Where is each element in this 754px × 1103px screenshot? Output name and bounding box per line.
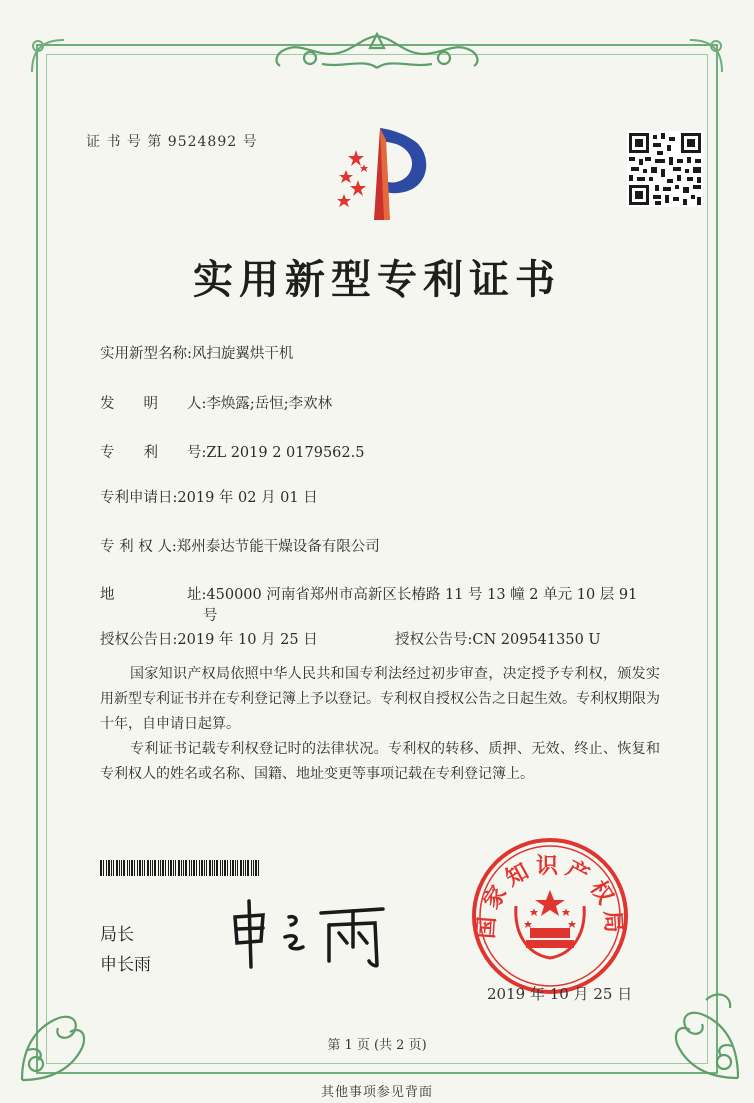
barcode-bar bbox=[251, 860, 252, 876]
barcode-icon bbox=[100, 860, 262, 876]
barcode-bar bbox=[137, 860, 138, 876]
barcode-bar bbox=[162, 860, 164, 876]
barcode-bar bbox=[160, 860, 161, 876]
page-number: 第 1 页 (共 2 页) bbox=[327, 1038, 427, 1053]
field-label: 授权公告号: bbox=[395, 632, 473, 648]
field-label: 专 利 权 人: bbox=[100, 539, 177, 555]
barcode-bar bbox=[150, 860, 151, 876]
field-label: 授权公告日: bbox=[100, 632, 178, 648]
barcode-bar bbox=[111, 860, 112, 876]
barcode-bar bbox=[232, 860, 234, 876]
barcode-bar bbox=[220, 860, 221, 876]
barcode-bar bbox=[222, 860, 223, 876]
barcode-bar bbox=[237, 860, 238, 876]
barcode-bar bbox=[103, 860, 104, 876]
barcode-bar bbox=[121, 860, 122, 876]
barcode-bar bbox=[201, 860, 203, 876]
barcode-bar bbox=[224, 860, 226, 876]
barcode-bar bbox=[139, 860, 141, 876]
barcode-bar bbox=[185, 860, 187, 876]
barcode-bar bbox=[170, 860, 172, 876]
corner-ornament-bottom-right-icon bbox=[646, 980, 746, 1084]
barcode-bar bbox=[214, 860, 215, 876]
grant-announcement-number-field bbox=[395, 628, 601, 649]
seal-date: 2019 年 10 月 25 日 bbox=[487, 985, 633, 1003]
barcode-bar bbox=[253, 860, 254, 876]
corner-ornament-top-right-icon bbox=[686, 36, 726, 76]
barcode-bar bbox=[247, 860, 249, 876]
field-value: 号 bbox=[203, 608, 218, 624]
grant-announcement-date-field bbox=[100, 628, 318, 649]
inventor-field bbox=[100, 392, 332, 413]
director-title: 局长 bbox=[100, 925, 134, 945]
certificate-title: 实用新型专利证书 bbox=[193, 256, 561, 303]
top-ornament-icon bbox=[270, 28, 484, 78]
barcode-bar bbox=[100, 860, 102, 876]
patentee-field bbox=[100, 535, 380, 556]
barcode-bar bbox=[108, 860, 110, 876]
barcode-bar bbox=[154, 860, 156, 876]
barcode-bar bbox=[168, 860, 169, 876]
field-label: 地 址: bbox=[100, 587, 207, 603]
field-value: 郑州泰达节能干燥设备有限公司 bbox=[176, 539, 380, 555]
director-signature-icon bbox=[225, 895, 400, 970]
barcode-bar bbox=[144, 860, 145, 876]
field-value: 2019 年 02 月 01 日 bbox=[177, 490, 318, 506]
barcode-bar bbox=[196, 860, 197, 876]
patent-office-logo-icon bbox=[330, 120, 440, 230]
field-label: 专利申请日: bbox=[100, 490, 178, 506]
certificate-number: 证 书 号 第 9524892 号 bbox=[86, 134, 258, 150]
qr-code-icon bbox=[627, 131, 703, 207]
field-label: 专 利 号: bbox=[100, 445, 207, 461]
barcode-bar bbox=[183, 860, 184, 876]
barcode-bar bbox=[178, 860, 180, 876]
barcode-bar bbox=[134, 860, 135, 876]
barcode-bar bbox=[175, 860, 176, 876]
barcode-bar bbox=[142, 860, 143, 876]
utility-model-name-field bbox=[100, 342, 293, 363]
official-seal-icon bbox=[470, 836, 630, 996]
barcode-bar bbox=[209, 860, 211, 876]
barcode-bar bbox=[189, 860, 190, 876]
barcode-bar bbox=[235, 860, 236, 876]
barcode-bar bbox=[129, 860, 130, 876]
back-side-note: 其他事项参见背面 bbox=[320, 1085, 433, 1100]
address-field-continuation bbox=[203, 604, 218, 625]
barcode-bar bbox=[245, 860, 246, 876]
barcode-bar bbox=[106, 860, 107, 876]
barcode-bar bbox=[147, 860, 149, 876]
barcode-bar bbox=[212, 860, 213, 876]
field-label: 发 明 人: bbox=[100, 396, 207, 412]
field-label: 实用新型名称: bbox=[100, 346, 192, 362]
seal-text: 国家知识产权局 bbox=[474, 853, 626, 940]
barcode-bar bbox=[173, 860, 174, 876]
address-field bbox=[100, 583, 637, 604]
field-value: 450000 河南省郑州市高新区长椿路 11 号 13 幢 2 单元 10 层 91 bbox=[206, 587, 638, 603]
barcode-bar bbox=[152, 860, 153, 876]
barcode-bar bbox=[258, 860, 259, 876]
barcode-bar bbox=[181, 860, 182, 876]
barcode-bar bbox=[165, 860, 166, 876]
barcode-bar bbox=[199, 860, 200, 876]
field-value: CN 209541350 U bbox=[472, 632, 601, 648]
barcode-bar bbox=[216, 860, 218, 876]
corner-ornament-top-left-icon bbox=[28, 36, 68, 76]
director-name: 申长雨 bbox=[100, 955, 151, 975]
field-value: 风扫旋翼烘干机 bbox=[191, 346, 294, 362]
barcode-bar bbox=[227, 860, 228, 876]
field-value: 2019 年 10 月 25 日 bbox=[177, 632, 318, 648]
barcode-bar bbox=[158, 860, 159, 876]
barcode-bar bbox=[230, 860, 231, 876]
barcode-bar bbox=[131, 860, 133, 876]
barcode-bar bbox=[243, 860, 244, 876]
barcode-bar bbox=[193, 860, 195, 876]
barcode-bar bbox=[255, 860, 257, 876]
barcode-bar bbox=[206, 860, 207, 876]
field-value: 李焕露;岳恒;李欢林 bbox=[206, 396, 333, 412]
barcode-bar bbox=[113, 860, 114, 876]
barcode-bar bbox=[123, 860, 125, 876]
barcode-bar bbox=[127, 860, 128, 876]
barcode-bar bbox=[191, 860, 192, 876]
legal-paragraph-2: 专利证书记载专利权登记时的法律状况。专利权的转移、质押、无效、终止、恢复和专利权人的姓名或名称、国籍、地址变更等事项记载在专利登记簿上。 bbox=[100, 741, 660, 782]
field-value: ZL 2019 2 0179562.5 bbox=[206, 445, 365, 461]
barcode-bar bbox=[204, 860, 205, 876]
barcode-bar bbox=[240, 860, 242, 876]
barcode-bar bbox=[116, 860, 118, 876]
barcode-bar bbox=[119, 860, 120, 876]
legal-paragraph-1: 国家知识产权局依照中华人民共和国专利法经过初步审查，决定授予专利权，颁发实用新型专利证书并在专利登记簿上予以登记。专利权自授权公告之日起生效。专利权期限为十年，自申请日起算。 bbox=[100, 666, 660, 732]
application-date-field bbox=[100, 486, 318, 507]
patent-number-field bbox=[100, 441, 364, 462]
